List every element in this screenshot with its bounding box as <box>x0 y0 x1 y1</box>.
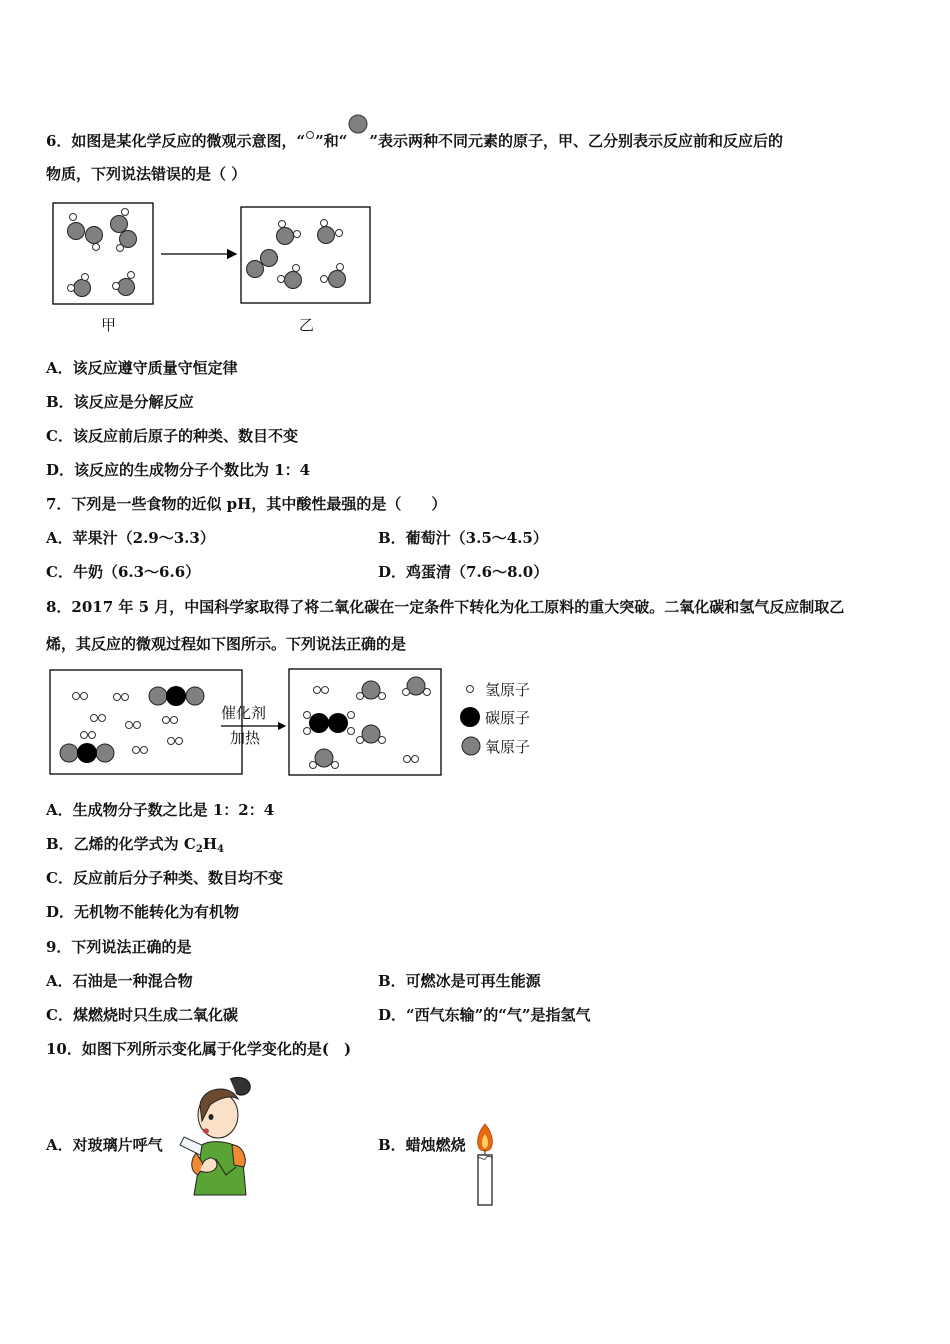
legend-carbon-label: 碳原子 <box>485 709 531 727</box>
q8-stem-line2: 烯，其反应的微观过程如下图所示。下列说法正确的是 <box>46 635 407 653</box>
q10-option-b[interactable]: B．蜡烛燃烧 <box>378 1136 466 1154</box>
q8-option-c[interactable]: C．反应前后分子种类、数目均不变 <box>46 869 283 887</box>
q9-option-c[interactable]: C．煤燃烧时只生成二氧化碳 <box>46 1006 238 1024</box>
label-after: 乙 <box>299 316 315 334</box>
q8-option-a[interactable]: A．生成物分子数之比是 1：2：4 <box>46 801 275 819</box>
legend-carbon-icon <box>460 707 480 727</box>
q9-stem: 9．下列说法正确的是 <box>46 938 192 956</box>
q6-stem-line2: 物质，下列说法错误的是（ ） <box>46 165 247 183</box>
co2-molecule <box>149 686 204 706</box>
legend-oxygen-label: 氧原子 <box>485 738 531 756</box>
q7-option-b[interactable]: B．葡萄汁（3.5～4.5） <box>378 529 548 547</box>
q9-option-b[interactable]: B．可燃冰是可再生能源 <box>378 972 541 990</box>
q7-option-c[interactable]: C．牛奶（6.3～6.6） <box>46 563 201 581</box>
legend-hydrogen-icon <box>467 686 474 693</box>
q8-reaction-diagram <box>49 668 549 780</box>
burning-candle-image <box>472 1118 498 1210</box>
candle-body <box>478 1155 492 1205</box>
q7-stem: 7．下列是一些食物的近似 pH，其中酸性最强的是（ ） <box>46 495 447 513</box>
formula-subscript-4: 4 <box>217 844 224 855</box>
q9-option-d[interactable]: D．“西气东输”的“气”是指氢气 <box>378 1006 591 1024</box>
formula-subscript-2: 2 <box>195 844 203 855</box>
legend-oxygen-icon <box>462 737 480 755</box>
q6-option-b[interactable]: B．该反应是分解反应 <box>46 393 194 411</box>
q10-stem: 10．如图下列所示变化属于化学变化的是( ) <box>46 1040 352 1058</box>
q9-option-a[interactable]: A．石油是一种混合物 <box>46 972 193 990</box>
q8-stem-line1: 8．2017 年 5 月，中国科学家取得了将二氧化碳在一定条件下转化为化工原料的重大突破。二氧化碳和氢气反应制取乙 <box>46 598 845 616</box>
q6-stem-part-b: ”和“ <box>315 132 348 150</box>
q6-option-d[interactable]: D．该反应的生成物分子个数比为 1：4 <box>46 461 311 479</box>
catalyst-label: 催化剂 <box>221 704 267 722</box>
girl-breathing-on-glass-image <box>180 1075 260 1200</box>
q7-option-d[interactable]: D．鸡蛋清（7.6～8.0） <box>378 563 549 581</box>
heat-label: 加热 <box>230 729 261 747</box>
co2-molecule <box>60 743 114 763</box>
q7-option-a[interactable]: A．苹果汁（2.9～3.3） <box>46 529 215 547</box>
q6-option-a[interactable]: A．该反应遵守质量守恒定律 <box>46 359 238 377</box>
q10-option-a[interactable]: A．对玻璃片呼气 <box>46 1136 163 1154</box>
legend-hydrogen-label: 氢原子 <box>485 681 531 699</box>
large-atom-icon <box>347 114 369 134</box>
q6-stem-part-a: 6．如图是某化学反应的微观示意图，“ <box>46 132 306 150</box>
q8-option-b-text: B．乙烯的化学式为 C <box>46 835 196 853</box>
q6-stem-line1 <box>46 114 783 151</box>
formula-h: H <box>202 835 217 853</box>
q8-option-b[interactable] <box>46 834 224 860</box>
small-atom-icon <box>305 130 315 140</box>
q8-option-d[interactable]: D．无机物不能转化为有机物 <box>46 903 240 921</box>
q6-option-c[interactable]: C．该反应前后原子的种类、数目不变 <box>46 427 298 445</box>
label-before: 甲 <box>101 316 117 334</box>
q6-stem-part-c: ”表示两种不同元素的原子，甲、乙分别表示反应前和反应后的 <box>369 132 783 150</box>
box-after <box>241 207 370 303</box>
